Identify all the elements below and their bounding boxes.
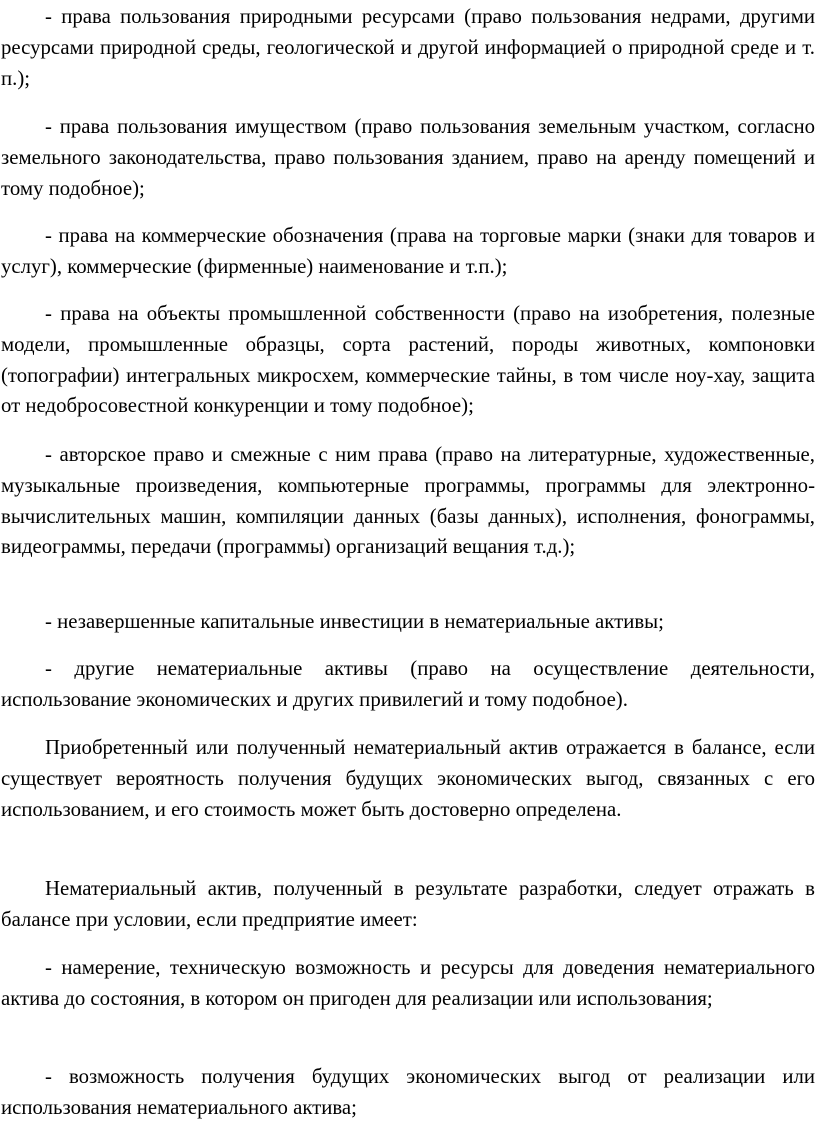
paragraph-developed-asset-conditions: Нематериальный актив, полученный в результате разработки, следует отражать в балансе при условии, если предприятие имеет: (1, 877, 815, 931)
paragraph-industrial-property-rights: - права на объекты промышленной собственности (право на изобретения, полезные модели, промышленные образцы, сорта растений, породы животных, компоновки (топографии) интегральных микросхем, коммерческие тайны, в том числе ноу-хау, защита от недобросовестной конкуренции и тому подобное); (1, 302, 815, 418)
paragraph-future-benefits: - возможность получения будущих экономических выгод от реализации или использования нематериального актива; (1, 1065, 815, 1119)
paragraph-copyright-rights: - авторское право и смежные с ним права (право на литературные, художественные, музыкальные произведения, компьютерные программы, программы для электронно-вычислительных машин, компиляции данных (базы данных), исполнения, фонограммы, видеограммы, передачи (программы) организаций вещания т.д.); (1, 443, 815, 559)
paragraph-commercial-designation-rights: - права на коммерческие обозначения (права на торговые марки (знаки для товаров и услуг), коммерческие (фирменные) наименование и т.п.); (1, 224, 815, 278)
paragraph-other-intangible-assets: - другие нематериальные активы (право на осуществление деятельности, использование экономических и других привилегий и тому подобное). (1, 657, 815, 711)
paragraph-natural-resources-rights: - права пользования природными ресурсами (право пользования недрами, другими ресурсами природной среды, геологической и другой информацией о природной среде и т. п.); (1, 5, 815, 90)
paragraph-asset-recognition: Приобретенный или полученный нематериальный актив отражается в балансе, если существует вероятность получения будущих экономических выгод, связанных с его использованием, и его стоимость может быть достоверно определена. (1, 736, 815, 821)
paragraph-property-use-rights: - права пользования имуществом (право пользования земельным участком, согласно земельного законодательства, право пользования зданием, право на аренду помещений и тому подобное); (1, 115, 815, 200)
paragraph-intention-and-resources: - намерение, техническую возможность и ресурсы для доведения нематериального актива до состояния, в котором он пригоден для реализации или использования; (1, 956, 815, 1010)
paragraph-unfinished-investments: - незавершенные капитальные инвестиции в нематериальные активы; (45, 610, 664, 633)
